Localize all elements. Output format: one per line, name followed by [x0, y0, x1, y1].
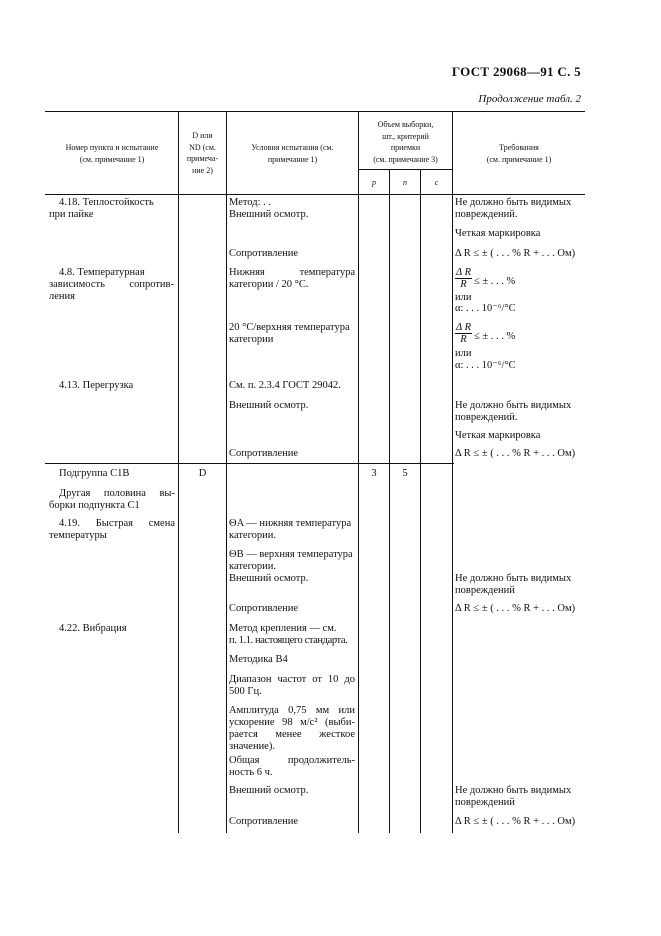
header-sub-p: p — [372, 178, 376, 187]
item-4-22: 4.22. Вибрация — [59, 623, 127, 634]
req-4-19-visual: Не должно быть видимых повреждений — [455, 573, 572, 596]
cond-4-18-resistance: Сопротивление — [229, 248, 299, 259]
req-4-8-limit-2: ≤ ± . . . % — [474, 331, 516, 342]
subgroup-c1b-n: 5 — [402, 468, 408, 479]
req-4-8-alpha-1: α: . . . 10⁻⁶/°С — [455, 303, 516, 314]
req-4-13-resistance: Δ R ≤ ± ( . . . % R + . . . Ом) — [455, 448, 576, 459]
cond-4-22-method: Методика В4 — [229, 654, 288, 665]
col-rule-2 — [226, 111, 227, 833]
cond-4-22-resistance: Сопротивление — [229, 816, 299, 827]
cond-4-22-mounting: Метод крепления — см. п. 1.1. настоящего стандарта. — [229, 623, 348, 646]
item-4-18: 4.18. Теплостойкость при пайке — [49, 197, 154, 220]
req-4-18-marking: Четкая маркировка — [455, 228, 541, 239]
subgroup-c1b-p: 3 — [371, 468, 377, 479]
cond-4-18-visual: Внешний осмотр. — [229, 209, 309, 220]
req-4-13-visual: Не должно быть видимых повреждений. — [455, 400, 572, 423]
header-conditions: Условия испытания (см. примечание 1) — [251, 143, 334, 164]
cond-4-19-resistance: Сопротивление — [229, 603, 299, 614]
cond-4-13-resistance: Сопротивление — [229, 448, 299, 459]
req-4-8-limit-1: ≤ ± . . . % — [474, 276, 516, 287]
cond-4-22-amplitude: Амплитуда 0,75 мм или ускорение 98 м/с² (выби- рается менее жесткое значение). — [229, 705, 355, 752]
continuation-label: Продолжение табл. 2 — [478, 93, 581, 105]
subgroup-c1b-note: Другая половина вы- борки подпункта С1 — [49, 488, 175, 511]
req-4-18-visual: Не должно быть видимых повреждений. — [455, 197, 572, 220]
header-requirements: Требования (см. примечание 1) — [486, 143, 552, 164]
sample-subheader-rule — [358, 169, 452, 170]
header-sub-n: n — [403, 178, 407, 187]
item-4-19: 4.19. Быстрая смена температуры — [49, 518, 175, 541]
table-top-rule — [45, 111, 585, 112]
req-4-19-resistance: Δ R ≤ ± ( . . . % R + . . . Ом) — [455, 603, 576, 614]
item-4-8: 4.8. Температурная зависимость сопротив- ления — [49, 267, 174, 302]
subgroup-c1b-d: D — [198, 468, 207, 479]
req-4-22-visual: Не должно быть видимых повреждений — [455, 785, 572, 808]
req-4-22-resistance: Δ R ≤ ± ( . . . % R + . . . Ом) — [455, 816, 576, 827]
req-4-8-ratio-1: $\frac{\text{Δ R}}{R}$ — [455, 267, 471, 290]
subgroup-rule — [45, 463, 454, 464]
header-sample: Объем выборки, шт., критерий приемки (см. примечание 3) — [373, 120, 438, 164]
req-4-8-or-2: или — [455, 348, 472, 359]
item-4-13: 4.13. Перегрузка — [59, 380, 134, 391]
cond-4-19-visual: Внешний осмотр. — [229, 573, 309, 584]
header-bottom-rule — [45, 194, 585, 195]
cond-4-13: См. п. 2.3.4 ГОСТ 29042. — [229, 380, 341, 391]
req-4-8-or-1: или — [455, 292, 472, 303]
cond-4-22-freq: Диапазон частот от 10 до 500 Гц. — [229, 674, 355, 697]
cond-4-22-visual: Внешний осмотр. — [229, 785, 309, 796]
cond-4-19-theta-b: ΘB — верхняя температура категории. — [229, 549, 353, 572]
cond-4-13-visual: Внешний осмотр. — [229, 400, 309, 411]
header-item: Номер пункта и испытание (см. примечание 1) — [65, 143, 159, 164]
req-4-18-resistance: Δ R ≤ ± ( . . . % R + . . . Ом) — [455, 248, 576, 259]
req-4-8-ratio-2: $\frac{\text{Δ R}}{R}$ — [455, 322, 471, 345]
cond-4-18-method: Метод: . . — [229, 197, 272, 208]
cond-4-19-theta-a: ΘA — нижняя температура категории. — [229, 518, 352, 541]
col-rule-4 — [389, 169, 390, 833]
header-sub-c: c — [434, 178, 439, 187]
subgroup-c1b: Подгруппа С1В — [59, 468, 130, 479]
header-dnd: D или ND (см. примеча- ние 2) — [186, 131, 219, 175]
col-rule-5 — [420, 169, 421, 833]
req-4-8-alpha-2: α: . . . 10⁻⁶/°С — [455, 360, 516, 371]
col-rule-6 — [452, 111, 453, 833]
cond-4-22-duration: Общая продолжитель- ность 6 ч. — [229, 755, 355, 778]
cond-4-8-low: Нижняя температура категории / 20 °С. — [229, 267, 355, 290]
page-header: ГОСТ 29068—91 С. 5 — [451, 64, 581, 79]
req-4-13-marking: Четкая маркировка — [455, 430, 541, 441]
cond-4-8-high: 20 °С/верхняя температура категории — [229, 322, 350, 345]
